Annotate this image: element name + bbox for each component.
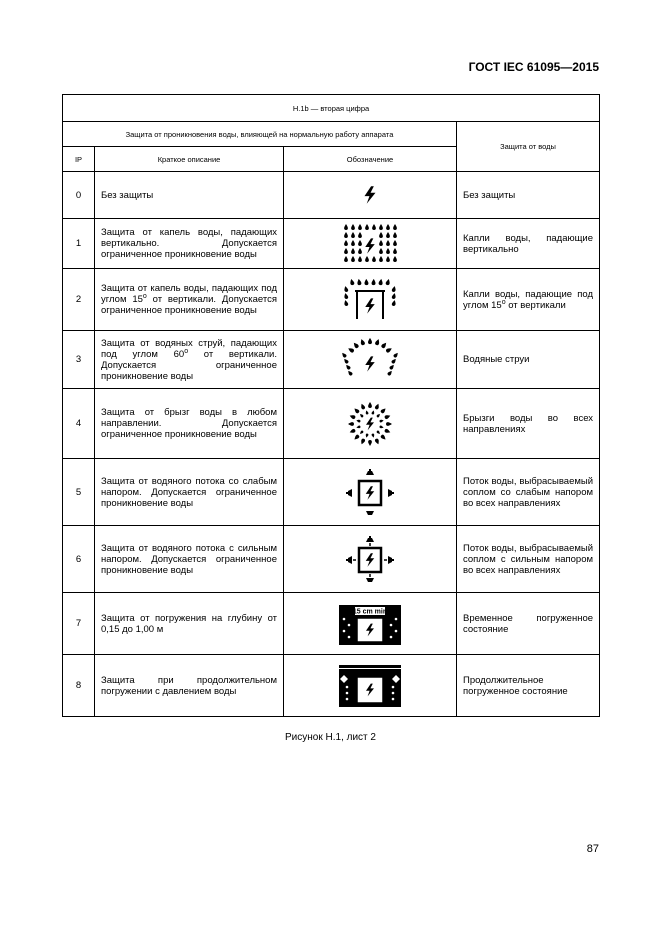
- col-header-protection: Защита от воды: [457, 122, 600, 172]
- short-description: [95, 526, 284, 593]
- text-part: от вертикали. Допускается ограниченное проникновение воды: [101, 348, 277, 382]
- ip-digit: 4: [63, 389, 95, 459]
- ip-digit: 1: [63, 219, 95, 269]
- table-row: [63, 172, 600, 219]
- ip-code-table: [62, 94, 600, 717]
- water-protection: [457, 526, 600, 593]
- water-protection: [457, 655, 600, 717]
- text-part: Защита от капель воды, падающих под углом 15: [101, 283, 277, 305]
- water-protection: [457, 593, 600, 655]
- text-part: Защита от водяного потока со слабым напором. Допускается ограниченное проникновение воды: [101, 475, 277, 509]
- col-header-symbol: Обозначение: [284, 147, 457, 172]
- text-part: Защита от водяного потока с сильным напором. Допускается ограниченное проникновение воды: [101, 542, 277, 576]
- short-description: [95, 331, 284, 389]
- text-part: Защита от капель воды, падающих вертикально. Допускается ограниченное проникновение воды: [101, 227, 277, 260]
- water-protection: [457, 459, 600, 526]
- short-description: [95, 655, 284, 717]
- table-row: [63, 593, 600, 655]
- water-protection: [457, 331, 600, 389]
- table-title: H.1b — вторая цифра: [63, 95, 600, 122]
- ip-digit: 5: [63, 459, 95, 526]
- table-row: [63, 655, 600, 717]
- table-row: [63, 459, 600, 526]
- vertical-drops-icon: [284, 221, 456, 267]
- text-part: Защита от брызг воды в любом направлении. Допускается ограниченное проникновение воды: [101, 407, 277, 440]
- symbol-cell: [284, 389, 457, 459]
- symbol-cell: [284, 459, 457, 526]
- high-pressure-jet-icon: [284, 536, 456, 582]
- ip-digit: 2: [63, 269, 95, 331]
- text-part: Поток воды, выбрасываемый соплом с сильным напором во всех направлениях: [463, 542, 594, 576]
- text-part: Капли воды, падающие под углом 15: [463, 288, 594, 311]
- text-part: Защита при продолжительном погружении с давлением воды: [101, 674, 277, 697]
- immersion-depth-label: 15 cm min: [352, 608, 388, 615]
- water-spray-icon: [284, 337, 456, 383]
- short-description: [95, 219, 284, 269]
- symbol-cell: [284, 655, 457, 717]
- text-part: Защита от водяных струй, падающих под углом 60: [101, 337, 277, 360]
- symbol-cell: [284, 219, 457, 269]
- text-part: Без защиты: [463, 189, 516, 201]
- symbol-cell: [284, 269, 457, 331]
- text-part: Брызги воды во всех направлениях: [463, 412, 594, 435]
- ip-digit: 3: [63, 331, 95, 389]
- angled-drops-15-icon: [284, 277, 456, 323]
- degree-mark: о: [184, 347, 189, 355]
- short-description: [95, 459, 284, 526]
- ip-digit: 6: [63, 526, 95, 593]
- text-part: Капли воды, падающие вертикально: [463, 232, 594, 255]
- water-protection: [457, 269, 600, 331]
- water-protection: [457, 219, 600, 269]
- text-part: от вертикали. Допускается ограниченное проникновение воды: [101, 294, 277, 316]
- short-description: [95, 269, 284, 331]
- water-protection: [457, 389, 600, 459]
- table-row: [63, 331, 600, 389]
- immersion-icon: [284, 601, 456, 647]
- short-description: [95, 172, 284, 219]
- page-number: 87: [586, 843, 599, 855]
- symbol-cell: [284, 331, 457, 389]
- text-part: Без защиты: [101, 189, 154, 201]
- col-header-description: Краткое описание: [95, 147, 284, 172]
- text-part: Поток воды, выбрасываемый соплом со слабым напором во всех направлениях: [463, 475, 594, 509]
- group-header: Защита от проникновения воды, влияющей на нормальную работу аппарата: [63, 122, 457, 147]
- symbol-cell: [284, 526, 457, 593]
- table-row: [63, 389, 600, 459]
- degree-mark: о: [142, 292, 147, 300]
- symbol-cell: [284, 172, 457, 219]
- text-part: Защита от погружения на глубину от 0,15 до 1,00 м: [101, 612, 277, 635]
- symbol-cell: [284, 593, 457, 655]
- col-header-ip: IP: [63, 147, 95, 172]
- short-description: [95, 593, 284, 655]
- table-row: [63, 526, 600, 593]
- lightning-only-icon: [284, 172, 456, 218]
- short-description: [95, 389, 284, 459]
- continuous-immersion-icon: [284, 663, 456, 709]
- ip-digit: 7: [63, 593, 95, 655]
- text-part: Продолжительное погруженное состояние: [463, 674, 568, 697]
- table-row: [63, 219, 600, 269]
- text-part: Водяные струи: [463, 354, 530, 365]
- table-row: [63, 269, 600, 331]
- degree-mark: о: [501, 298, 506, 306]
- ip-digit: 0: [63, 172, 95, 219]
- text-part: Временное погруженное состояние: [463, 612, 594, 635]
- text-part: от вертикали: [505, 299, 566, 311]
- splash-all-directions-icon: [284, 401, 456, 447]
- ip-digit: 8: [63, 655, 95, 717]
- low-pressure-jet-icon: [284, 469, 456, 515]
- water-protection: [457, 172, 600, 219]
- figure-caption: Рисунок Н.1, лист 2: [285, 732, 376, 743]
- standard-code: ГОСТ IEC 61095—2015: [468, 60, 599, 74]
